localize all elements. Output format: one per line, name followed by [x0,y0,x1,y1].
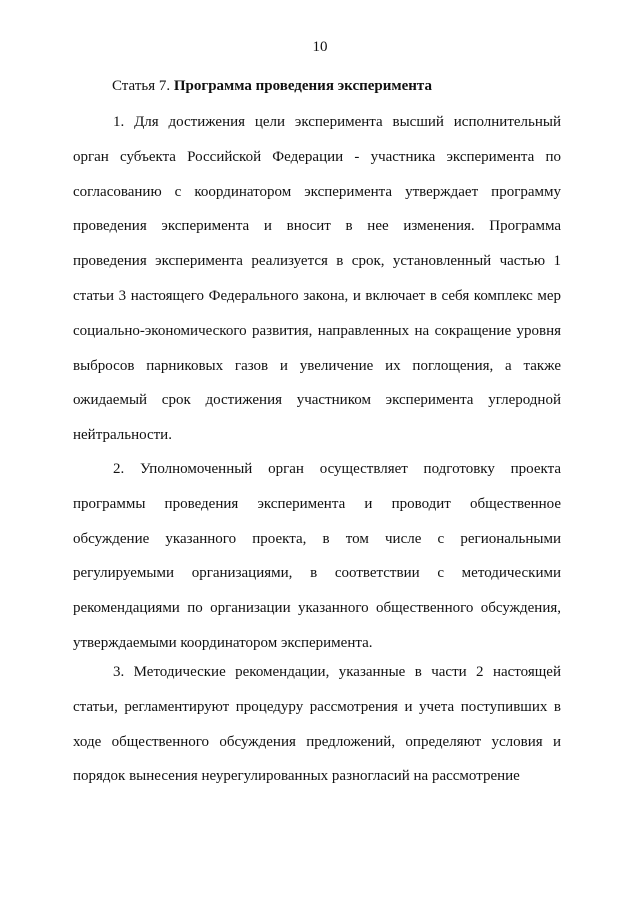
article-title: Программа проведения эксперимента [173,78,432,94]
page-number: 10 [312,39,328,55]
paragraph-3: 3. Методические рекомендации, указанные в части 2 настоящей статьи, регламентируют процедуру рассмотрения и учета поступивших в ходе общественного обсуждения предложений, определяют условия и порядок вынесения неурегулированных разногласий на рассмотрение [73,664,561,785]
paragraph-1: 1. Для достижения цели эксперимента высший исполнительный орган субъекта Российской Федерации - участника эксперимента по согласованию с координатором эксперимента утверждает программу проведения эксперимента и вносит в нее изменения. Программа проведения эксперимента реализуется в срок, установленный частью 1 статьи 3 настоящего Федерального закона, и включает в себя комплекс мер социально-экономического развития, направленных на сокращение уровня выбросов парниковых газов и увеличение их поглощения, а также ожидаемый срок достижения участником эксперимента углеродной нейтральности. [73,114,561,444]
paragraph-2: 2. Уполномоченный орган осуществляет подготовку проекта программы проведения эксперимента и проводит общественное обсуждение указанного проекта, в том числе с региональными регулируемыми организациями, в соответствии с методическими рекомендациями по организации указанного общественного обсуждения, утверждаемыми координатором эксперимента. [73,461,561,651]
article-label: Статья 7. [112,78,171,94]
article-heading [112,77,572,95]
